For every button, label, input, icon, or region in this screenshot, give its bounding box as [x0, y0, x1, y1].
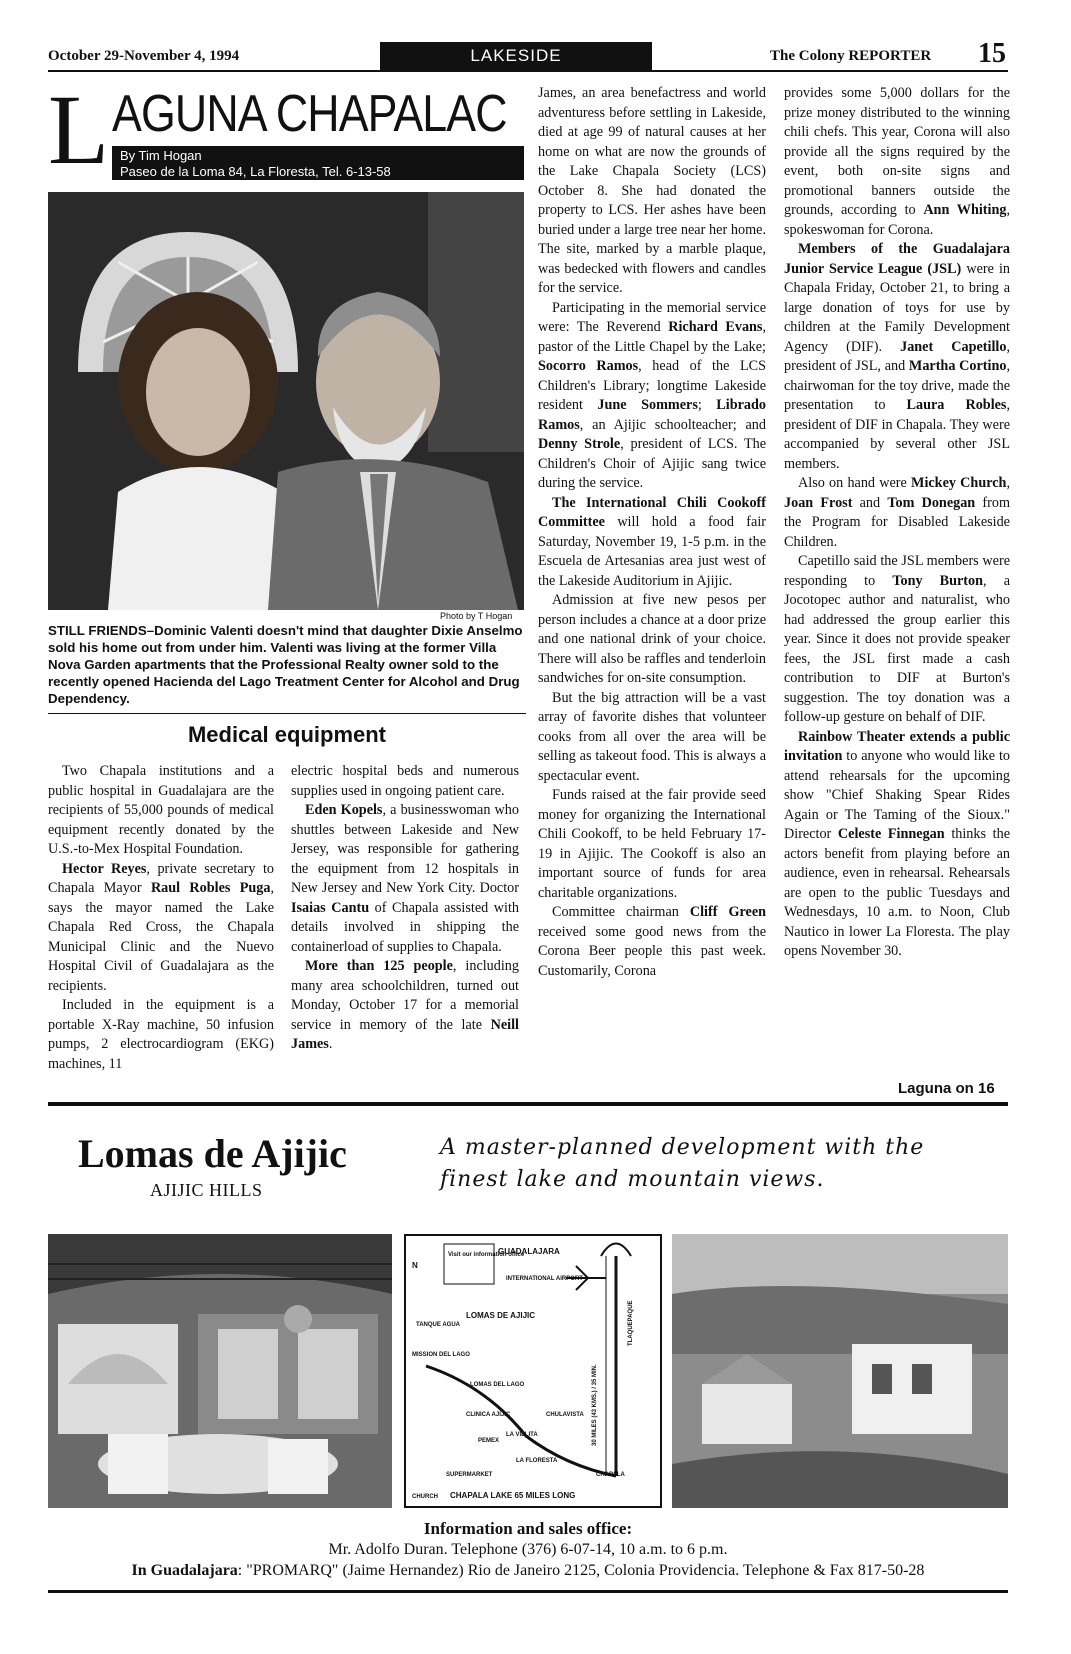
caption-rule — [48, 713, 526, 714]
article-column-3: James, an area benefactress and world adventuress before settling in Lakeside, died at age 99 of natural causes at her home on what are now the grounds of the Lake Chapala Society (LCS) October 8. She had donated the property to LCS. Her ashes have been buried under a large tree near her home. The site, marked by a marble plaque, was bedecked with flowers and candles for the service. Participating in the memorial service were: The Reverend Richard Evans, pastor of the Little Chapel by the Lake; Socorro Ramos, head of the LCS Children's Library; longtime Lakeside resident June Sommers; Librado Ramos, an Ajijic schoolteacher; and Denny Strole, president of LCS. The Children's Choir of Ajijic sang twice during the service. The International Chili Cookoff Committee will hold a food fair Saturday, November 19, 1-5 p.m. in the Escuela de Artesanias area just west of the Lakeside Auditorium in Ajijic. Admission at five new pesos per person includes a chance at a door prize and one national drink of your choice. There will also be raffles and tenderloin sandwiches for on-site consumption. But the big attraction will be a vast array of favorite dishes that volunteer cooks from all over the area will be selling as takeout food. This is always a spectacular event. Funds raised at the fair provide seed money for organizing the International Chili Cookoff, to be held February 17-19 in Ajijic. The Cookoff is also an important source of funds for area charitable organizations. Committee chairman Cliff Green received some good news from the Corona Beer people this past week. Customarily, Corona — [538, 85, 767, 979]
map-guadalajara: GUADALAJARA — [498, 1247, 560, 1256]
map-lake-label: CHAPALA LAKE 65 MILES LONG — [450, 1491, 576, 1500]
drop-letter: L — [48, 74, 110, 185]
map-mission: MISSION DEL LAGO — [412, 1352, 470, 1358]
author-address: Paseo de la Loma 84, La Floresta, Tel. 6-13-58 — [120, 164, 391, 179]
article-column-2: electric hospital beds and numerous supplies used in ongoing patient care. Eden Kopels, a businesswoman who shuttles between Lakeside and New Jersey, was responsible for gathering the equipment from 12 hospitals in New Jersey and New York City. Doctor Isaias Cantu of Chapala assisted with details involved in shipping the containerload of supplies to Chapala. More than 125 people, including many area schoolchildren, turned out Monday, October 17 for a memorial service in memory of the late Neill James. — [291, 763, 519, 1052]
ad-development-name: Lomas de Ajijic — [78, 1131, 347, 1176]
page-number: 15 — [978, 38, 1006, 69]
ad-contact-info — [48, 1518, 1008, 1581]
byline-box — [112, 146, 524, 180]
ad-info-title: Information and sales office: — [423, 1519, 633, 1538]
map-distance: 30 MILES (43 KMS.) / 35 MIN. — [592, 1364, 598, 1446]
map-chapala: CHAPALA — [596, 1472, 625, 1478]
map-visit-office: Visit our information office — [448, 1252, 525, 1258]
column-headline: AGUNA CHAPALAC — [112, 85, 507, 143]
article-column-1: Two Chapala institutions and a public hospital in Guadalajara are the recipients of 55,000 pounds of medical equipment recently donated by the U.S.-to-Mex Hospital Foundation. Hector Reyes, private secretary to Chapala Mayor Raul Robles Puga, says the mayor named the Lake Chapala Red Cross, the Chapala Municipal Clinic and the Nuevo Hospital Civil of Guadalajara as the recipients. Included in the equipment is a portable X-Ray machine, 50 infusion pumps, 2 electrocardiogram (EKG) machines, 11 — [48, 763, 275, 1072]
map-la-floresta: LA FLORESTA — [516, 1458, 558, 1464]
section-banner: LAKESIDE — [380, 42, 652, 70]
ad-separator-rule — [48, 1102, 1008, 1106]
ad-info-local: Mr. Adolfo Duran. Telephone (376) 6-07-14, 10 a.m. to 6 p.m. — [328, 1541, 728, 1558]
ad-tagline: A master-planned development with the finest lake and mountain views. — [440, 1135, 925, 1192]
ad-info-gdl-label: In Guadalajara — [131, 1562, 238, 1579]
publication-name: The Colony REPORTER — [770, 48, 932, 64]
jump-line: Laguna on 16 — [898, 1080, 995, 1097]
map-airport: INTERNATIONAL AIRPORT — [506, 1276, 583, 1282]
subhead-medical-equipment: Medical equipment — [187, 722, 387, 747]
ad-subtitle: AJIJIC HILLS — [150, 1180, 263, 1200]
ad-info-guadalajara — [48, 1560, 1008, 1581]
map-church: CHURCH — [412, 1494, 438, 1500]
header-rule — [48, 70, 1008, 72]
ad-interior-photo — [48, 1234, 392, 1508]
map-lomas-lago: LOMAS DEL LAGO — [470, 1382, 525, 1388]
map-pemex: PEMEX — [478, 1438, 500, 1444]
map-north: N — [412, 1261, 418, 1270]
ad-location-map — [404, 1234, 662, 1508]
map-chulavista: CHULAVISTA — [546, 1412, 584, 1418]
map-tanque: TANQUE AGUA — [416, 1322, 460, 1328]
map-supermarket: SUPERMARKET — [446, 1472, 493, 1478]
byline: By Tim Hogan — [120, 148, 202, 163]
issue-date: October 29-November 4, 1994 — [48, 48, 240, 64]
photo-credit: Photo by T Hogan — [440, 611, 513, 621]
photo-caption: STILL FRIENDS–Dominic Valenti doesn't mind that daughter Dixie Anselmo sold his home out from under him. Valenti was living at the former Villa Nova Garden apartments that the Professional Realty owner sold to the recently opened Hacienda del Lago Treatment Center for Alcohol and Drug Dependency. — [48, 623, 523, 706]
map-tlaquepaque: TLAQUEPAQUE — [628, 1300, 634, 1346]
feature-photo — [48, 192, 524, 610]
map-clinica: CLINICA AJIJIC — [466, 1412, 511, 1418]
map-lomas-de-ajijic: LOMAS DE AJIJIC — [466, 1311, 536, 1320]
article-column-4: provides some 5,000 dollars for the prize money distributed to the winning chili chefs. This year, Corona will also provide all the signs required by the event, both on-site signs and promotional banners outside the grounds, according to Ann Whiting, spokeswoman for Corona. Members of the Guadalajara Junior Service League (JSL) were in Chapala Friday, October 21, to bring a large donation of toys for use by children at the Family Development Agency (DIF). Janet Capetillo, president of JSL, and Martha Cortino, chairwoman for the toy drive, made the presentation to Laura Robles, president of DIF in Chapala. They were accompanied by several other JSL members. Also on hand were Mickey Church, Joan Frost and Tom Donegan from the Program for Disabled Lakeside Children. Capetillo said the JSL members were responding to Tony Burton, a Jocotopec author and naturalist, who had addressed the group earlier this year. Since it does not provide speaker fees, the JSL first made a cash contribution to DIF at Burton's suggestion. The toy donation was a follow-up gesture on behalf of DIF. Rainbow Theater extends a public invitation to anyone who would like to attend rehearsals for the upcoming show "Chief Shaking Spear Rides Again or The Taming of the Sioux." Director Celeste Finnegan thinks the actors benefit from playing before an audience, even in rehearsal. Rehearsals are open to the public Tuesdays and Wednesdays, 10 a.m. to Noon, Club Nautico in lower La Floresta. The play opens November 30. — [784, 85, 1011, 959]
map-la-villita: LA VILLITA — [506, 1432, 538, 1438]
bottom-rule — [48, 1590, 1008, 1593]
ad-aerial-photo — [672, 1234, 1008, 1508]
ad-info-gdl-details: : "PROMARQ" (Jaime Hernandez) Rio de Janeiro 2125, Colonia Providencia. Telephone & Fax 817-50-28 — [237, 1562, 925, 1579]
